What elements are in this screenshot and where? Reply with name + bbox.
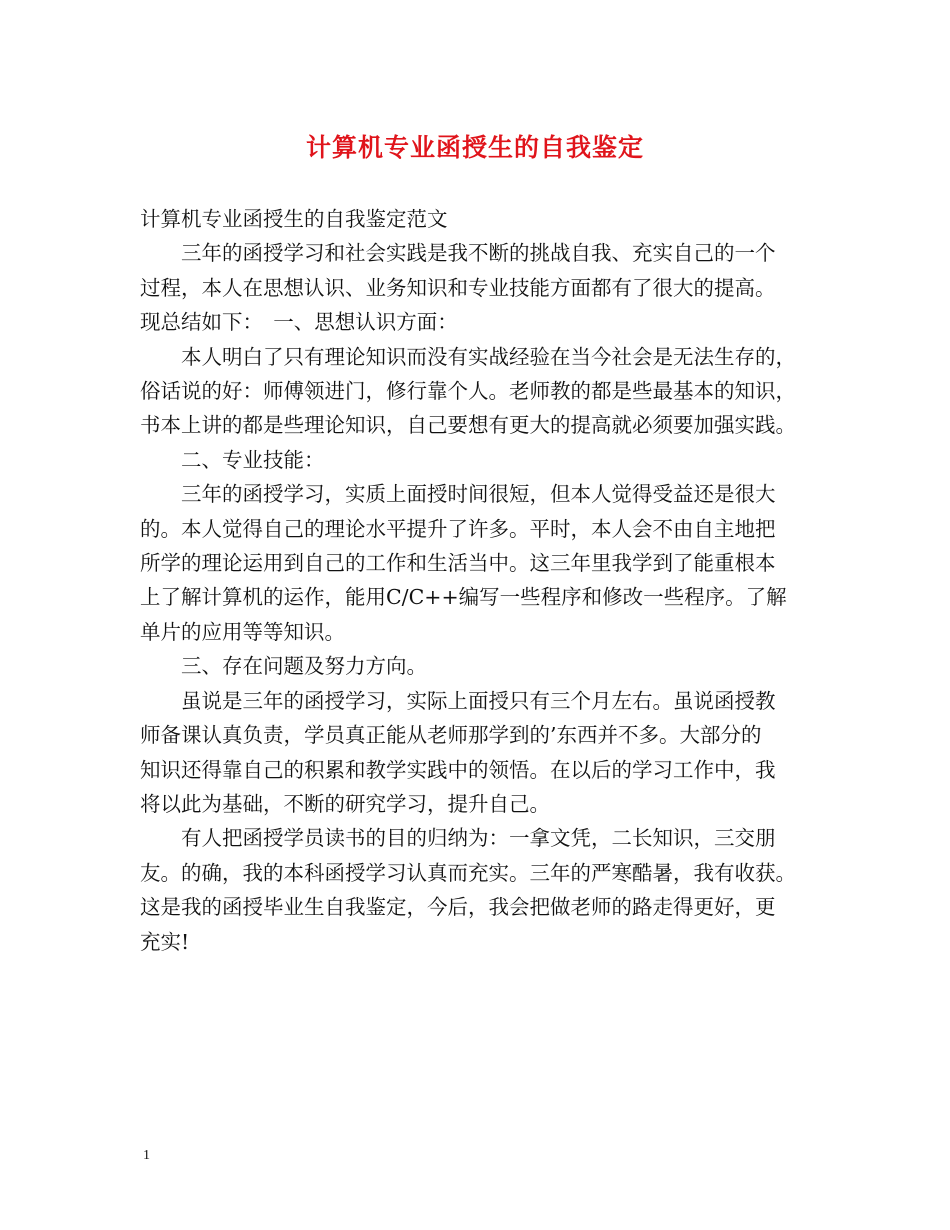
body-line: 三、存在问题及努力方向。 [140,654,427,679]
body-line: 计算机专业函授生的自我鉴定范文 [140,207,448,231]
body-line: 三年的函授学习，实质上面授时间很短，但本人觉得受益还是很大 [140,482,776,507]
body-line: 上了解计算机的运作，能用C/C++编写一些程序和修改一些程序。了解 [140,585,787,610]
document-body [140,202,830,959]
body-line: 友。的确，我的本科函授学习认真而充实。三年的严寒酷暑，我有收获。 [140,860,796,885]
body-line: 现总结如下： 一、思想认识方面： [140,310,458,335]
body-line: 单片的应用等等知识。 [140,619,345,644]
body-line: 师备课认真负责，学员真正能从老师那学到的’东西并不多。大部分的 [140,723,762,748]
document-title: 计算机专业函授生的自我鉴定 [305,133,644,162]
body-line: 这是我的函授毕业生自我鉴定，今后，我会把做老师的路走得更好，更 [140,895,776,920]
body-line: 将以此为基础，不断的研究学习，提升自己。 [140,791,550,816]
body-line: 俗话说的好：师傅领进门，修行靠个人。老师教的都是些最基本的知识， [140,379,796,404]
body-line: 的。本人觉得自己的理论水平提升了许多。平时，本人会不由自主地把 [140,516,776,541]
body-line: 二、专业技能： [140,447,325,472]
body-line: 知识还得靠自己的积累和教学实践中的领悟。在以后的学习工作中，我 [140,757,776,782]
body-line: 三年的函授学习和社会实践是我不断的挑战自我、充实自己的一个 [140,241,776,266]
body-line: 过程，本人在思想认识、业务知识和专业技能方面都有了很大的提高。 [140,275,776,300]
body-line: 虽说是三年的函授学习，实际上面授只有三个月左右。虽说函授教 [140,688,776,713]
page-number: 1 [143,1148,150,1163]
body-line: 本人明白了只有理论知识而没有实战经验在当今社会是无法生存的， [140,344,796,369]
body-line: 有人把函授学员读书的目的归纳为：一拿文凭，二长知识，三交朋 [140,826,776,851]
body-line: 充实! [140,929,190,954]
body-line: 所学的理论运用到自己的工作和生活当中。这三年里我学到了能重根本 [140,551,776,576]
body-line: 书本上讲的都是些理论知识，自己要想有更大的提高就必须要加强实践。 [140,413,796,438]
